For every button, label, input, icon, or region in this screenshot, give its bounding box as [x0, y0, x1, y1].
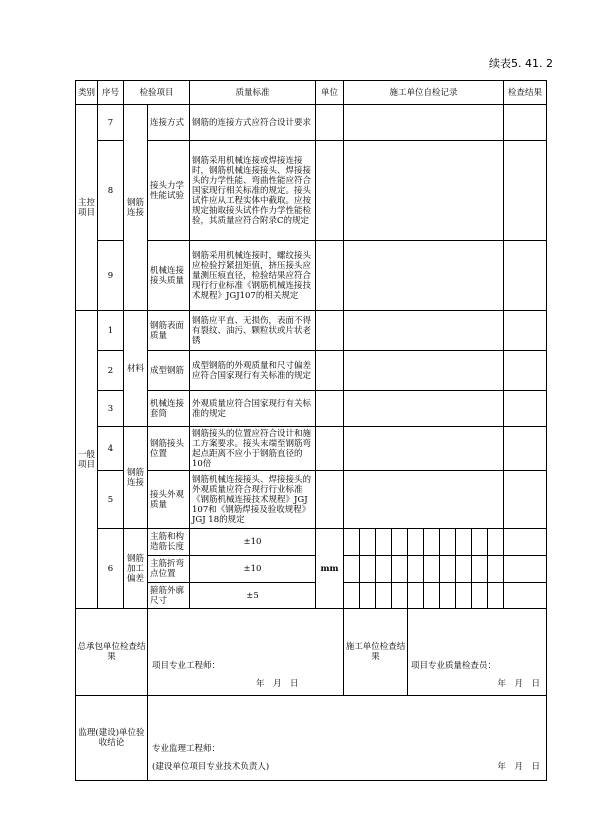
row-item: 主筋和构造筋长度: [148, 529, 190, 556]
check-cell[interactable]: [488, 556, 504, 583]
self-check-cell[interactable]: [344, 471, 504, 529]
inspection-table: [75, 80, 547, 781]
row-item: 接头外观质量: [148, 471, 190, 529]
row-item: 主筋折弯点位置: [148, 556, 190, 583]
construction-sign-area[interactable]: [408, 609, 547, 696]
table-row: [76, 529, 547, 556]
result-cell[interactable]: [504, 311, 547, 351]
unit-cell[interactable]: [316, 241, 344, 311]
row-standard: 外观质量应符合国家现行有关标准的规定: [190, 391, 316, 427]
check-cell[interactable]: [456, 529, 472, 556]
header-self-check: 施工单位自检记录: [344, 81, 504, 105]
check-cell[interactable]: [488, 529, 504, 556]
check-cell[interactable]: [472, 556, 488, 583]
row-standard: 钢筋采用机械连接时，螺纹接头应检验拧紧扭矩值，挤压接头应量测压痕直径，检验结果应符合现行行业标准《钢筋机械连接技术规程》JGJ107的相关规定: [190, 241, 316, 311]
check-cell[interactable]: [408, 583, 424, 609]
check-cell[interactable]: [376, 583, 392, 609]
check-cell[interactable]: [424, 556, 440, 583]
self-check-cell[interactable]: [344, 427, 504, 471]
check-cell[interactable]: [360, 556, 376, 583]
table-row: [76, 311, 547, 351]
row-seq: 2: [98, 351, 124, 391]
sheet-number: 续表5. 41. 2: [489, 57, 553, 70]
check-cell[interactable]: [424, 583, 440, 609]
construction-date: 年 月 日: [497, 679, 540, 689]
result-cell[interactable]: [504, 391, 547, 427]
unit-cell[interactable]: [316, 427, 344, 471]
check-cell[interactable]: [376, 529, 392, 556]
self-check-cell[interactable]: [344, 141, 504, 241]
row-standard: 钢筋应平直、无损伤，表面不得有裂纹、油污、颗粒状或片状老锈: [190, 311, 316, 351]
check-cell[interactable]: [472, 583, 488, 609]
self-check-cell[interactable]: [344, 241, 504, 311]
signoff-row: [76, 609, 547, 696]
row-seq: 5: [98, 471, 124, 529]
unit-cell[interactable]: [316, 105, 344, 141]
check-cell[interactable]: [392, 556, 408, 583]
check-cell[interactable]: [440, 556, 456, 583]
tolerance-value: ±10: [190, 556, 316, 583]
tolerance-value: ±10: [190, 529, 316, 556]
contractor-date: 年 月 日: [256, 679, 299, 689]
tolerance-value: ±5: [190, 583, 316, 609]
self-check-cell[interactable]: [344, 105, 504, 141]
header-result: 检查结果: [504, 81, 547, 105]
row-item: 钢筋表面质量: [148, 311, 190, 351]
check-cell[interactable]: [360, 583, 376, 609]
row-seq: 9: [98, 241, 124, 311]
result-cell[interactable]: [504, 471, 547, 529]
unit-cell[interactable]: [316, 141, 344, 241]
check-cell[interactable]: [440, 583, 456, 609]
header-category: 类别: [76, 81, 98, 105]
header-seq: 序号: [98, 81, 124, 105]
group-rebar-processing: 钢筋加工偏差: [124, 529, 148, 609]
unit-value: mm: [316, 529, 344, 609]
check-cell[interactable]: [472, 529, 488, 556]
result-cell[interactable]: [504, 351, 547, 391]
row-seq: 8: [98, 141, 124, 241]
check-cell[interactable]: [408, 556, 424, 583]
row-item: 成型钢筋: [148, 351, 190, 391]
check-cell[interactable]: [424, 529, 440, 556]
row-standard: 成型钢筋的外观质量和尺寸偏差应符合国家现行有关标准的规定: [190, 351, 316, 391]
unit-cell[interactable]: [316, 311, 344, 351]
header-quality-standard: 质量标准: [190, 81, 316, 105]
result-cell[interactable]: [504, 105, 547, 141]
contractor-sign-area[interactable]: [148, 609, 344, 696]
result-cell[interactable]: [504, 141, 547, 241]
table-row: [76, 427, 547, 471]
unit-cell[interactable]: [316, 351, 344, 391]
supervision-label: 监理(建设)单位验收结论: [76, 696, 148, 781]
row-seq: 6: [98, 529, 124, 609]
row-standard: 钢筋采用机械连接或焊接连接时，钢筋机械连接接头、焊接接头的力学性能、弯曲性能应符合国家现行相关标准的规定。接头试件应从工程实体中截取。应按规定抽取接头试件作力学性能检验，其质量应符合附录C的规定: [190, 141, 316, 241]
row-seq: 3: [98, 391, 124, 427]
row-item: 机械连接接头质量: [148, 241, 190, 311]
row-standard: 钢筋的连接方式应符合设计要求: [190, 105, 316, 141]
check-cell[interactable]: [440, 529, 456, 556]
result-cell[interactable]: [504, 529, 547, 556]
category-main-control: 主控项目: [76, 105, 98, 311]
group-material: 材料: [124, 311, 148, 427]
result-cell[interactable]: [504, 241, 547, 311]
row-item: 机械连接套筒: [148, 391, 190, 427]
row-seq: 1: [98, 311, 124, 351]
owner-rep-label: (建设单位项目专业技术负责人): [152, 762, 270, 772]
table-row: [76, 105, 547, 141]
row-item: 箍筋外廓尺寸: [148, 583, 190, 609]
row-seq: 7: [98, 105, 124, 141]
group-rebar-connection: 钢筋连接: [124, 105, 148, 311]
construction-inspector-label: 项目专业质量检查员：: [411, 661, 497, 671]
check-cell[interactable]: [344, 583, 360, 609]
check-cell[interactable]: [456, 556, 472, 583]
check-cell[interactable]: [344, 556, 360, 583]
row-item: 接头力学性能试验: [148, 141, 190, 241]
self-check-cell[interactable]: [344, 351, 504, 391]
check-cell[interactable]: [392, 583, 408, 609]
supervision-date: 年 月 日: [497, 762, 540, 772]
group-rebar-connection-general: 钢筋连接: [124, 427, 148, 529]
category-general: 一般项目: [76, 311, 98, 609]
check-cell[interactable]: [392, 529, 408, 556]
self-check-cell[interactable]: [344, 311, 504, 351]
header-inspection-item: 检验项目: [124, 81, 190, 105]
construction-label: 施工单位检查结果: [344, 609, 408, 696]
self-check-cell[interactable]: [344, 391, 504, 427]
unit-cell[interactable]: [316, 391, 344, 427]
contractor-label: 总承包单位检查结果: [76, 609, 148, 696]
row-item: 连接方式: [148, 105, 190, 141]
check-cell[interactable]: [488, 583, 504, 609]
supervision-row: [76, 696, 547, 781]
contractor-engineer-label: 项目专业工程师：: [152, 661, 221, 671]
check-cell[interactable]: [456, 583, 472, 609]
unit-cell[interactable]: [316, 471, 344, 529]
check-cell[interactable]: [408, 529, 424, 556]
result-cell[interactable]: [504, 427, 547, 471]
header-unit: 单位: [316, 81, 344, 105]
row-item: 钢筋接头位置: [148, 427, 190, 471]
row-seq: 4: [98, 427, 124, 471]
supervision-engineer-label: 专业监理工程师：: [152, 744, 221, 754]
supervision-sign-area[interactable]: [148, 696, 547, 781]
result-cell[interactable]: [504, 583, 547, 609]
check-cell[interactable]: [360, 529, 376, 556]
check-cell[interactable]: [344, 529, 360, 556]
row-standard: 钢筋机械连接接头、焊接接头的外观质量应符合现行行业标准《钢筋机械连接技术规程》JGJ 107和《钢筋焊接及验收规程》JGJ 18的规定: [190, 471, 316, 529]
row-standard: 钢筋接头的位置应符合设计和施工方案要求。接头末端至钢筋弯起点距离不应小于钢筋直径的10倍: [190, 427, 316, 471]
check-cell[interactable]: [376, 556, 392, 583]
result-cell[interactable]: [504, 556, 547, 583]
